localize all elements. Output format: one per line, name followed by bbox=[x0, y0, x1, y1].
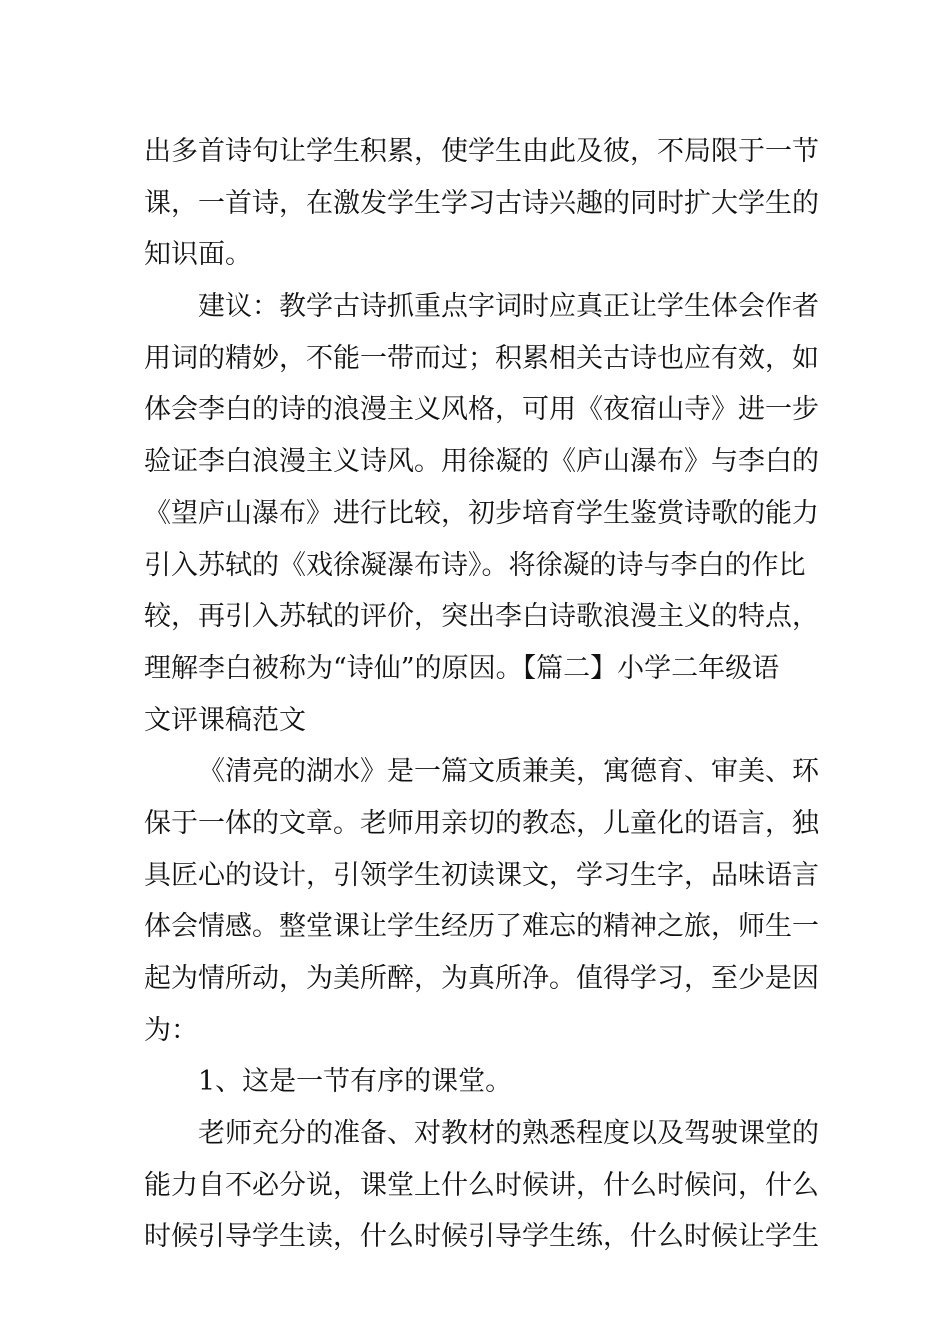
text-line: 为： bbox=[144, 1014, 198, 1046]
text-line: 具匠心的设计，引领学生初读课文，学习生字，品味语言 bbox=[144, 859, 819, 891]
text-line: 时候引导学生读，什么时候引导学生练，什么时候让学生 bbox=[144, 1221, 819, 1253]
document-body bbox=[144, 126, 819, 1263]
text-line: 较，再引入苏轼的评价，突出李白诗歌浪漫主义的特点， bbox=[144, 601, 819, 633]
text-line: 体会李白的诗的浪漫主义风格，可用《夜宿山寺》进一步 bbox=[144, 394, 819, 426]
text-line: 《清亮的湖水》是一篇文质兼美，寓德育、审美、环 bbox=[198, 756, 819, 788]
text-line: 老师充分的准备、对教材的熟悉程度以及驾驶课堂的 bbox=[198, 1118, 819, 1150]
text-line: 能力自不必分说，课堂上什么时候讲，什么时候问，什么 bbox=[144, 1169, 819, 1201]
text-line: 知识面。 bbox=[144, 239, 252, 271]
text-line: 出多首诗句让学生积累，使学生由此及彼，不局限于一节 bbox=[144, 136, 819, 167]
text-line: 《望庐山瀑布》进行比较，初步培育学生鉴赏诗歌的能力 bbox=[144, 497, 819, 529]
text-line: 课，一首诗，在激发学生学习古诗兴趣的同时扩大学生的 bbox=[144, 187, 819, 219]
text-line: 体会情感。整堂课让学生经历了难忘的精神之旅，师生一 bbox=[144, 911, 819, 943]
text-line: 验证李白浪漫主义诗风。用徐凝的《庐山瀑布》与李白的 bbox=[144, 446, 819, 478]
text-line: 文评课稿范文 bbox=[144, 704, 306, 736]
text-line: 起为情所动，为美所醉，为真所净。值得学习，至少是因 bbox=[144, 963, 819, 994]
text-line: 1、这是一节有序的课堂。 bbox=[198, 1066, 513, 1098]
text-line: 保于一体的文章。老师用亲切的教态，儿童化的语言，独 bbox=[144, 807, 819, 839]
text-line: 用词的精妙，不能一带而过；积累相关古诗也应有效，如 bbox=[144, 342, 819, 374]
text-line: 引入苏轼的《戏徐凝瀑布诗》。将徐凝的诗与李白的作比 bbox=[144, 549, 806, 581]
text-line: 理解李白被称为“诗仙”的原因。【篇二】小学二年级语 bbox=[144, 652, 780, 684]
text-line: 建议：教学古诗抓重点字词时应真正让学生体会作者 bbox=[198, 291, 819, 323]
